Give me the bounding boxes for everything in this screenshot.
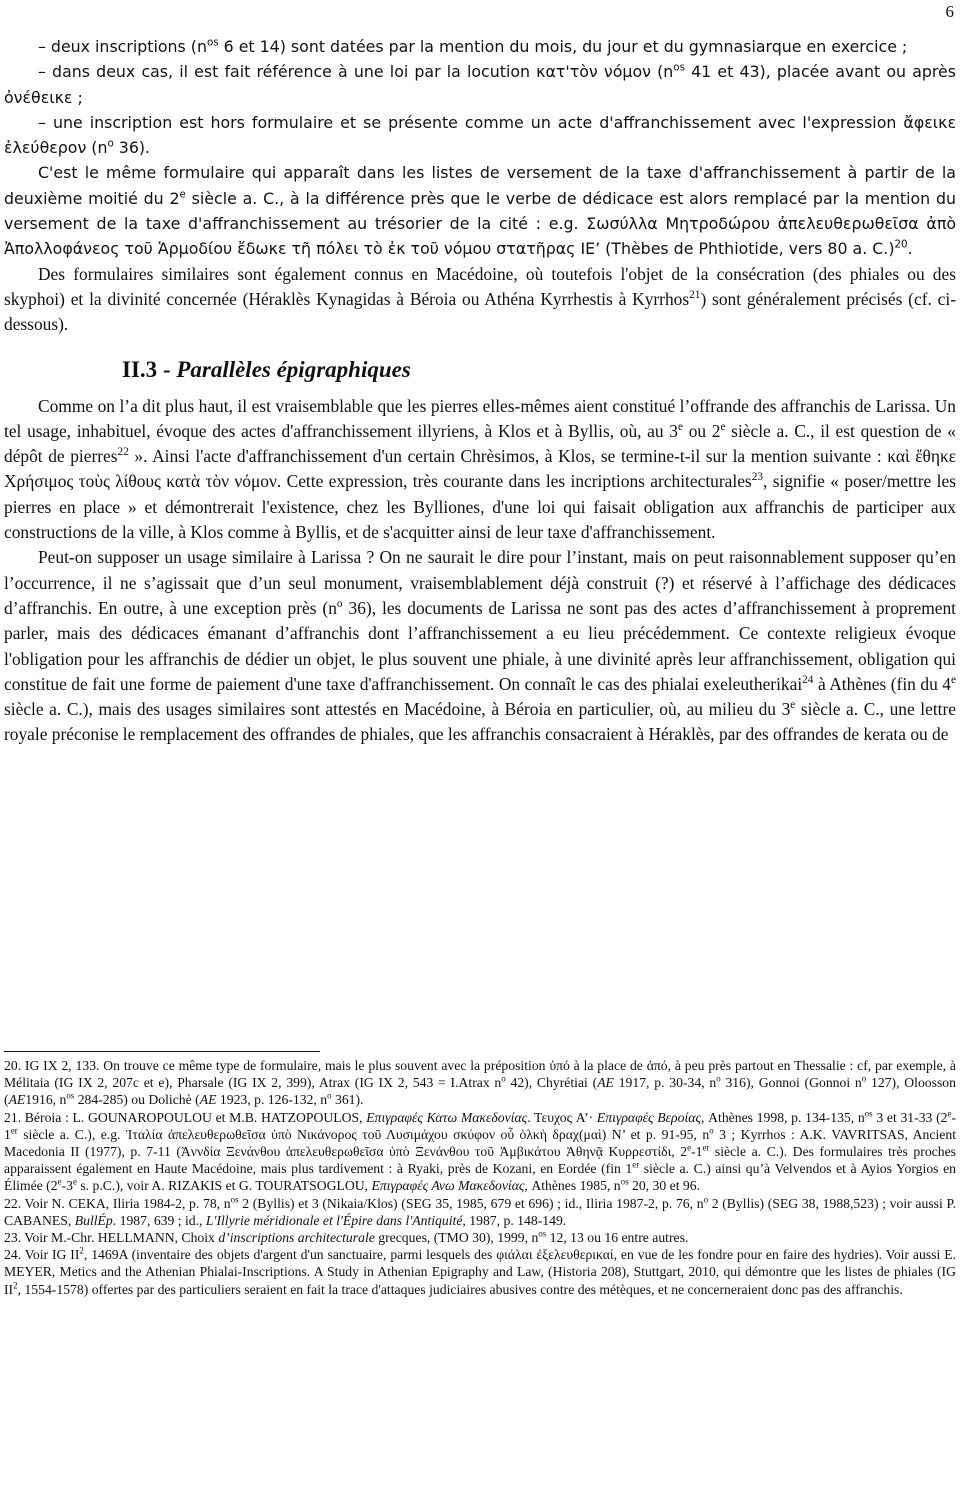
text-run: siècle a. C., une lettre royale préconise le remplacement des offrandes de phiales, que les affranchis consacraient à Héraklès, par des offrandes de kerata ou de bbox=[4, 699, 956, 745]
superscript: o bbox=[336, 598, 343, 611]
superscript: e bbox=[947, 1108, 952, 1119]
section-number: II.3 - bbox=[122, 356, 177, 382]
text-run: 20, 30 et 96. bbox=[628, 1178, 701, 1194]
text-run: siècle a. C.) ainsi qu’à Velvendos et à Ayios Yorgios en Élimée (2 bbox=[4, 1161, 956, 1194]
intro-paragraphs bbox=[4, 34, 956, 338]
text-run: – deux inscriptions (n bbox=[38, 37, 207, 56]
superscript: os bbox=[206, 36, 219, 49]
superscript: 24 bbox=[802, 674, 814, 687]
text-run: -3 bbox=[61, 1178, 73, 1194]
superscript: e bbox=[790, 699, 796, 712]
text-run: Peut-on supposer un usage similaire à Larissa ? On ne saurait le dire pour l’instant, mais on peut raisonnablement supposer qu’en l’occurrence, il ne s’agissait que d’un seul monument, vraisemblablement déjà construit (?) et réservé à l’affichage des dédicaces d’affranchis. En outre, à une exception près (n bbox=[4, 547, 956, 618]
section-heading bbox=[122, 354, 956, 386]
text-run: s. p.C.), voir A. RIZAKIS et G. TOURATSOGLOU, bbox=[76, 1178, 372, 1194]
text-run: 36). bbox=[113, 138, 151, 158]
text-run: siècle a. C., à la différence près que le verbe de dédicace est alors remplacé par la mention du versement de la taxe d'affranchissement au trésorier de la cité : e.g. Σωσύλλα Μητροδώρου ἀπελευθερωθεῖσα ἀπὸ Ἀπολλοφάνεος τοῦ Ἁρμοδίου ἔδωκε τῆ πόλει τὸ ἐκ τοῦ νόμου στατῆρας ΙΕ’ (Thèbes de Phthiotide, vers 80 a. C.) bbox=[4, 188, 956, 259]
paragraph-1 bbox=[4, 34, 956, 59]
text-run: Comme on l’a dit plus haut, il est vraisemblable que les pierres elles-mêmes aient constitué l’offrande des affranchis de Larissa. Un tel usage, inhabituel, évoque des actes d'affranchissement illyriens, à Klos et à Byllis, où, au 3 bbox=[4, 395, 956, 441]
italic-text: AE bbox=[199, 1092, 217, 1108]
text-run: à Athènes (fin du 4 bbox=[813, 673, 951, 694]
superscript: e bbox=[179, 188, 186, 201]
footnote-5 bbox=[4, 1246, 956, 1298]
superscript: 22 bbox=[117, 446, 129, 459]
superscript: os bbox=[620, 1176, 629, 1187]
superscript: e bbox=[72, 1176, 77, 1187]
page-number: 6 bbox=[945, 2, 954, 21]
text-run: 1916, n bbox=[25, 1092, 67, 1108]
paragraph-2 bbox=[4, 59, 956, 110]
text-run: 41 et 43), placée avant ou après ὀνέθεικε ; bbox=[4, 62, 956, 107]
section-paragraphs bbox=[4, 394, 956, 748]
paragraph-3 bbox=[4, 110, 956, 161]
superscript: os bbox=[864, 1108, 873, 1119]
text-run: . Τευχος A’· bbox=[527, 1109, 597, 1125]
superscript: er bbox=[10, 1125, 18, 1136]
superscript: os bbox=[673, 62, 685, 75]
superscript: o bbox=[327, 1090, 332, 1101]
text-run: 36), les documents de Larissa ne sont pas des actes d’affranchissement à proprement parler, mais des dédicaces émanant d’affranchis dont l’affranchissement a eu lieu précédemment. Ce contexte religieux évoque l'obligation pour les affranchis de dédier un objet, le plus souvent une phiale, à une divinité après leur affranchissement, obligation qui constitue de fait une forme de paiement d'une taxe d'affranchissement. On connaît le cas des phialai exeleutherikai bbox=[4, 597, 956, 694]
superscript: 20 bbox=[894, 239, 908, 252]
section-paragraph-2 bbox=[4, 545, 956, 747]
superscript: o bbox=[107, 137, 114, 150]
superscript: o bbox=[709, 1125, 714, 1136]
superscript: e bbox=[677, 421, 683, 434]
text-run: 21. Béroia : L. GOUNAROPOULOU et M.B. HATZOPOULOS, bbox=[4, 1109, 367, 1125]
text-run: 3 et 31-33 (2 bbox=[872, 1109, 948, 1125]
main-text bbox=[4, 34, 956, 748]
superscript: e bbox=[950, 674, 956, 687]
section-title: Parallèles épigraphiques bbox=[176, 356, 411, 382]
text-run: 1923, p. 126-132, n bbox=[216, 1092, 328, 1108]
text-run: 361). bbox=[331, 1092, 364, 1108]
text-run: siècle a. C.), e.g. Ἰταλία ἀπελευθερωθεῖσα ὑπὸ Νικάνορος τοῦ Λυσιμάχου σκύφον οὗ ὁλκὴ δραχ(μαὶ) Ν’ et p. 91-95, n bbox=[17, 1126, 710, 1142]
text-run: , 1987, p. 148-149. bbox=[462, 1212, 567, 1228]
text-run: -1 bbox=[691, 1144, 703, 1160]
italic-text: L'Illyrie méridionale et l'Épire dans l'Antiquité bbox=[205, 1212, 463, 1228]
text-run: – une inscription est hors formulaire et se présente comme un acte d'affranchissement avec l'expression ἄφεικε ἐλεύθερον (n bbox=[4, 112, 956, 158]
text-run: . bbox=[907, 239, 913, 259]
text-run: 42), Chyrétiai ( bbox=[505, 1075, 598, 1091]
paragraph-5 bbox=[4, 262, 956, 338]
text-run: 24. Voir IG II bbox=[4, 1247, 80, 1263]
text-run: siècle a. C.), mais des usages similaires sont attestés en Macédoine, à Béroia en particulier, où, au milieu du 3 bbox=[4, 699, 791, 720]
text-run: 316), Gonnoi (Gonnoi n bbox=[720, 1075, 862, 1091]
text-run: siècle a. C., il est question de « dépôt de pierres bbox=[4, 420, 956, 467]
text-run: , Athènes 1985, n bbox=[524, 1178, 621, 1194]
italic-text: AE bbox=[597, 1075, 614, 1091]
text-run: 12, 13 ou 16 entre autres. bbox=[546, 1230, 689, 1246]
text-run: 20. IG IX 2, 133. On trouve ce même type de formulaire, mais le plus souvent avec la préposition ὑπό à la place de ἀπό, à peu près partout en Thessalie : cf, par exemple, à Mélitaia (IG IX 2, 207c et e), Pharsale (IG IX 2, 399), Atrax (IG IX 2, 543 = I.Atrax n bbox=[4, 1058, 956, 1091]
text-run: 2 (Byllis) et 3 (Nikaia/Klos) (SEG 35, 1985, 679 et 696) ; id., Iliria 1987-2, p. 76, n bbox=[238, 1195, 704, 1211]
text-run: Des formulaires similaires sont également connus en Macédoine, où toutefois l'objet de la consécration (des phiales ou des skyphoi) et la divinité concernée (Héraklès Kynagidas à Béroia ou Athéna Kyrrhestis à Kyrrhos bbox=[4, 263, 956, 309]
text-run: siècle a. C.). Des formulaires très proches apparaissent également en Haute Macédoine, mais plus tardivement : à Ryaki, près de Kozani, en Eordée (fin 1 bbox=[4, 1144, 956, 1177]
text-run: 2 (Byllis) (SEG 38, 1988,523) ; voir aussi P. CABANES, bbox=[4, 1195, 956, 1228]
text-run: 3 ; Kyrrhos : A.K. VAVRITSAS, Ancient Macedonia II (1977), p. 7-11 (Ἀννδία Ξενάνθου ἀπελευθερωθεῖσα ὑπὸ Ξενάνθου τοῦ Ἀμβικάτου Ἀθηνᾷ Κυρρεστίδι, 2 bbox=[4, 1126, 956, 1160]
superscript: 2 bbox=[13, 1280, 18, 1291]
text-run: , signifie « poser/mettre les pierres en place » et démontrerait l'existence, chez les Bylliones, d'une loi qui faisait obligation aux affranchis de participer aux constructions de la ville, à Klos comme à Byllis, et de s'acquitter ainsi de leur taxe d'affranchissement. bbox=[4, 471, 956, 543]
italic-text: Επιγραφές Ανω Μακεδονίας bbox=[371, 1178, 525, 1194]
italic-text: d’inscriptions architecturale bbox=[218, 1230, 375, 1246]
text-run: , 1554-1578) offertes par des particuliers seraient en fait la trace d'attaques judiciaires abusives contre des métèques, et ne concerneraient donc pas des affranchis. bbox=[17, 1281, 903, 1297]
footnotes bbox=[4, 1057, 956, 1298]
superscript: 2 bbox=[79, 1245, 84, 1256]
italic-text: Επιγραφές Βεροίας bbox=[596, 1109, 702, 1125]
superscript: 21 bbox=[689, 289, 701, 302]
italic-text: Επιγραφές Κατω Μακεδονίας bbox=[366, 1109, 528, 1125]
text-run: C'est le même formulaire qui apparaît dans les listes de versement de la taxe d'affranchissement à partir de la deuxième moitié du 2 bbox=[4, 163, 956, 208]
footnote-1 bbox=[4, 1057, 956, 1109]
footnote-3 bbox=[4, 1195, 956, 1229]
text-run: . 1987, 639 ; id., bbox=[112, 1212, 206, 1228]
text-run: 284-285) ou Dolichè ( bbox=[74, 1092, 200, 1108]
section-paragraph-1 bbox=[4, 394, 956, 546]
footnote-separator bbox=[4, 1051, 320, 1052]
text-run: 6 et 14) sont datées par la mention du mois, du jour et du gymnasiarque en exercice ; bbox=[218, 37, 908, 56]
text-run: ) sont généralement précisés (cf. ci-dessous). bbox=[4, 288, 956, 335]
superscript: e bbox=[57, 1176, 62, 1187]
superscript: os bbox=[230, 1194, 239, 1205]
superscript: o bbox=[501, 1073, 506, 1084]
text-run: grecques, (TMO 30), 1999, n bbox=[374, 1230, 539, 1246]
text-run: 127), Oloosson ( bbox=[4, 1075, 956, 1108]
italic-text: BullÉp bbox=[74, 1212, 113, 1228]
footnote-2 bbox=[4, 1109, 956, 1195]
superscript: er bbox=[702, 1142, 710, 1153]
text-run: 22. Voir N. CEKA, Iliria 1984-2, p. 78, n bbox=[4, 1195, 231, 1211]
superscript: o bbox=[861, 1073, 867, 1084]
footnote-4 bbox=[4, 1229, 956, 1246]
text-run: , Athènes 1998, p. 134-135, n bbox=[701, 1109, 865, 1125]
superscript: o bbox=[703, 1194, 709, 1205]
paragraph-4 bbox=[4, 160, 956, 261]
text-run: – dans deux cas, il est fait référence à une loi par la locution κατ'τὸν νόμον (n bbox=[38, 62, 674, 82]
superscript: o bbox=[716, 1073, 721, 1084]
text-run: ou 2 bbox=[683, 420, 721, 441]
text-run: 23. Voir M.-Chr. HELLMANN, Choix bbox=[4, 1230, 219, 1246]
superscript: os bbox=[538, 1228, 547, 1239]
superscript: e bbox=[720, 421, 726, 434]
superscript: 23 bbox=[751, 471, 763, 484]
text-run: , 1469A (inventaire des objets d'argent d'un sanctuaire, parmi lesquels des φιάλαι ἐξελευθερικαί, en vue de les fondre pour en faire des hydries). Voir aussi E. MEYER, Metics and the Athenian Phialai-Inscriptions. A Study in Athenian Epigraphy and Law, (Historia 208), Stuttgart, 2010, qui démontre que les listes de phiales (IG II bbox=[4, 1247, 956, 1297]
superscript: os bbox=[66, 1090, 75, 1101]
superscript: e bbox=[687, 1142, 692, 1153]
text-run: 1917, p. 30-34, n bbox=[613, 1075, 717, 1091]
italic-text: AE bbox=[8, 1092, 26, 1108]
text-run: ». Ainsi l'acte d'affranchissement d'un certain Chrèsimos, à Klos, se termine-t-il sur la mention suivante : καὶ ἔθηκε Χρήσιμος τοὺς λίθους κατὰ τὸν νόμον. Cette expression, très courante dans les incriptions architecturales bbox=[4, 446, 957, 492]
superscript: er bbox=[632, 1159, 640, 1170]
text-run: -1 bbox=[4, 1109, 956, 1142]
